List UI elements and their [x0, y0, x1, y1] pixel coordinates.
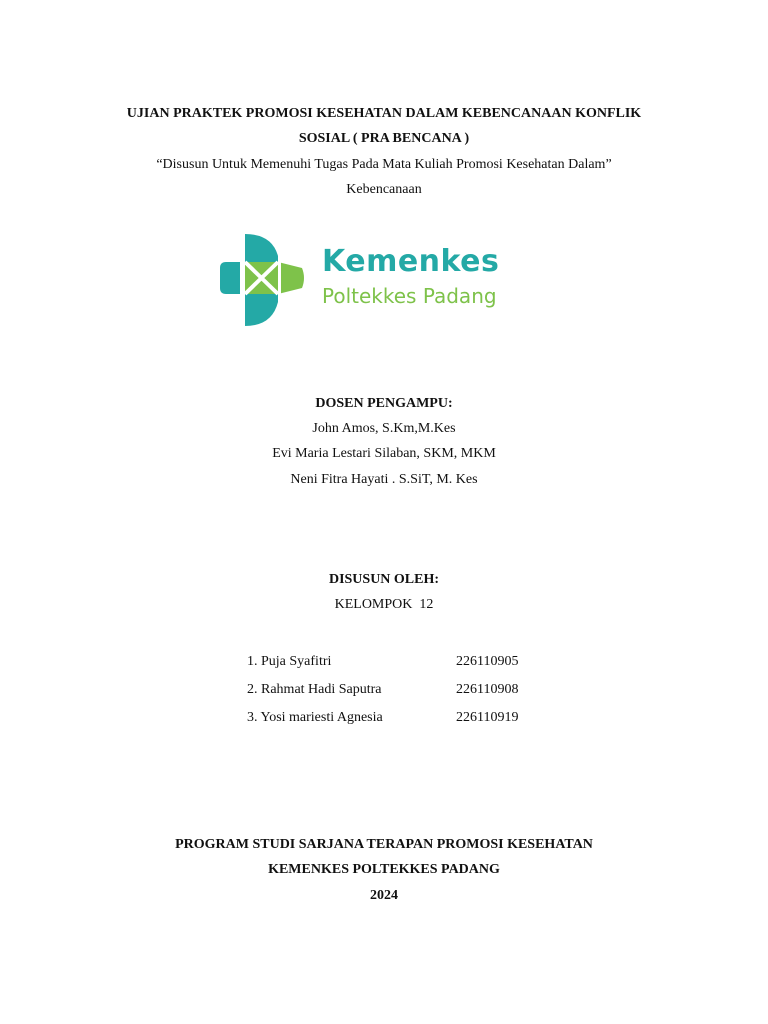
member-nim: 226110908: [456, 682, 519, 697]
dosen-heading: DOSEN PENGAMPU:: [315, 396, 453, 411]
penyusun-heading: DISUSUN OLEH:: [328, 572, 440, 587]
member-name: 3. Yosi mariesti Agnesia: [247, 710, 383, 725]
dosen-name: Evi Maria Lestari Silaban, SKM, MKM: [272, 446, 496, 461]
kemenkes-emblem-icon: [212, 232, 308, 328]
member-nim: 226110919: [456, 710, 519, 725]
footer-program: PROGRAM STUDI SARJANA TERAPAN PROMOSI KESEHATAN: [175, 837, 593, 852]
group-label: KELOMPOK 12: [334, 597, 434, 612]
logo-title: Kemenkes: [322, 244, 500, 279]
subtitle-line-2: Kebencanaan: [346, 182, 422, 197]
member-nim: 226110905: [456, 654, 519, 669]
member-name: 2. Rahmat Hadi Saputra: [247, 682, 382, 697]
title-line-2: SOSIAL ( PRA BENCANA ): [298, 131, 470, 146]
logo-subtitle: Poltekkes Padang: [322, 284, 497, 308]
title-line-1: UJIAN PRAKTEK PROMOSI KESEHATAN DALAM KEBENCANAAN KONFLIK: [126, 106, 642, 121]
kemenkes-logo: [212, 232, 552, 328]
member-name: 1. Puja Syafitri: [247, 654, 332, 669]
footer-year: 2024: [370, 888, 398, 903]
subtitle-line-1: “Disusun Untuk Memenuhi Tugas Pada Mata Kuliah Promosi Kesehatan Dalam”: [156, 157, 612, 172]
dosen-name: John Amos, S.Km,M.Kes: [312, 421, 456, 436]
dosen-name: Neni Fitra Hayati . S.SiT, M. Kes: [290, 472, 478, 487]
footer-institution: KEMENKES POLTEKKES PADANG: [268, 862, 500, 877]
